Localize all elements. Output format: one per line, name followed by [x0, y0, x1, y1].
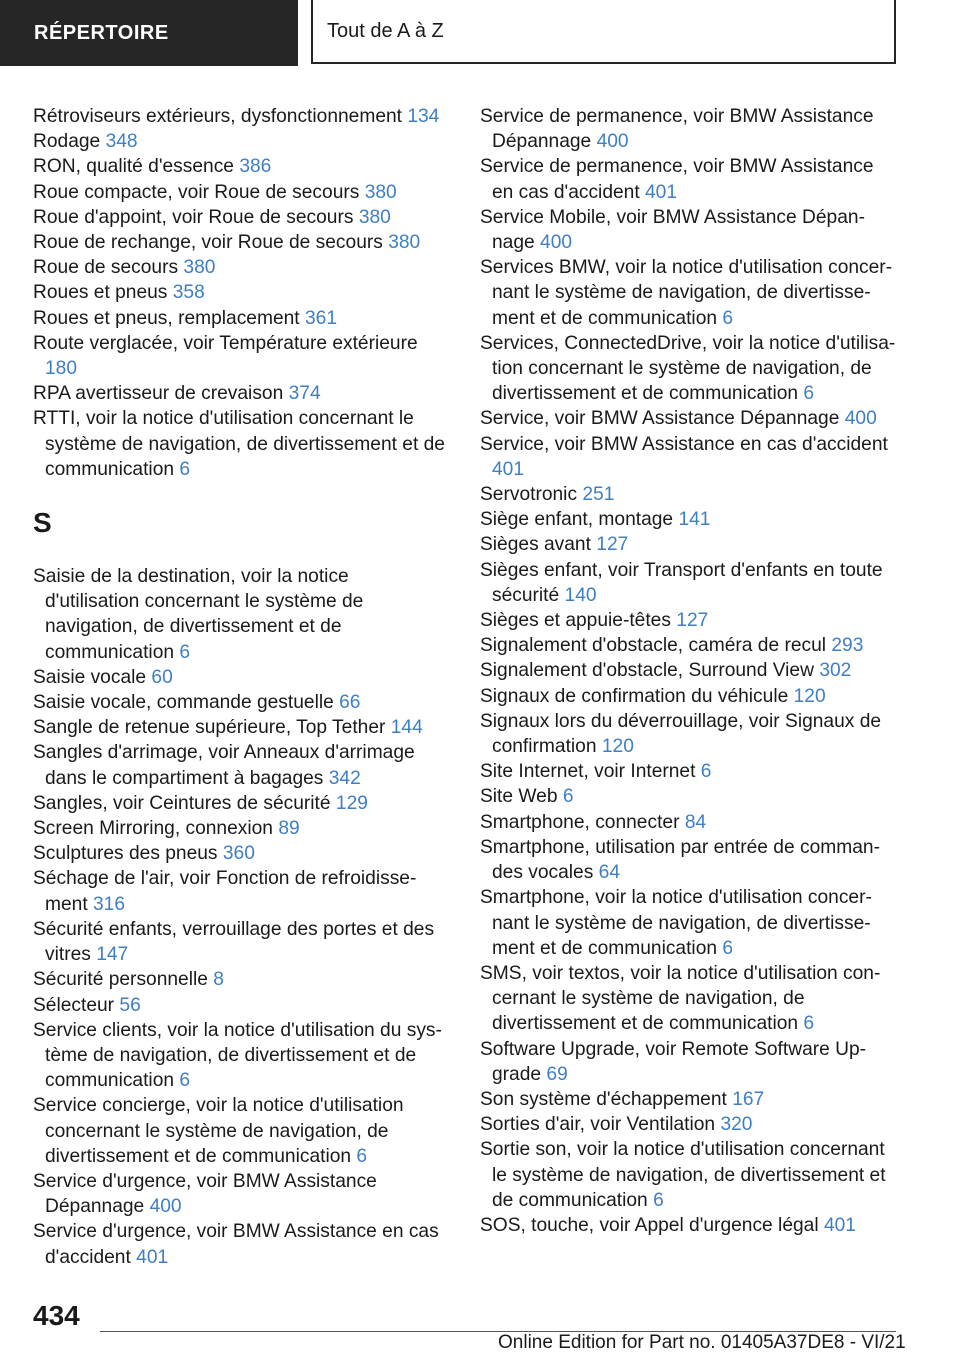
entry-text: Site Web [480, 786, 558, 808]
index-entry [33, 129, 445, 154]
index-entry [480, 432, 896, 482]
entry-text: SOS, touche, voir Appel d'urgence légal [480, 1214, 819, 1236]
index-entry [480, 154, 896, 204]
entry-text: Smartphone, voir la notice d'utilisation concernant le système de navigation, de divertissement et de communication [480, 887, 872, 959]
chapter-tab[interactable] [311, 0, 896, 64]
entry-text: Service Mobile, voir BMW Assistance Dépannage [480, 206, 865, 254]
entry-text: Services, ConnectedDrive, voir la notice d'utilisation concernant le système de navigation, de divertissement et de communication [480, 332, 896, 405]
entry-page-link[interactable]: 120 [793, 685, 826, 707]
index-entry [33, 690, 445, 715]
entry-text: RPA avertisseur de crevaison [33, 383, 284, 405]
index-entry [480, 255, 896, 331]
entry-page-link[interactable]: 401 [492, 458, 525, 480]
entry-page-link[interactable]: 6 [722, 307, 734, 329]
index-entry [33, 740, 445, 790]
entry-page-link[interactable]: 147 [96, 944, 129, 966]
index-entry [480, 1213, 896, 1238]
index-entry [480, 406, 896, 431]
entry-text: Roue d'appoint, voir Roue de secours [33, 206, 354, 228]
index-entry [480, 1137, 896, 1213]
entry-text: Sécurité enfants, verrouillage des portes et des vitres [33, 918, 435, 966]
index-entry [480, 331, 896, 407]
entry-page-link[interactable]: 6 [653, 1189, 664, 1211]
entry-text: Rodage [33, 131, 101, 153]
index-entries-s [33, 564, 445, 1270]
entry-text: Séchage de l'air, voir Fonction de refroidissement [33, 868, 417, 915]
entry-page-link[interactable]: 60 [151, 666, 173, 688]
entry-text: Siège enfant, montage [480, 509, 674, 531]
entry-text: Sangle de retenue supérieure, Top Tether [33, 717, 386, 739]
index-entry [480, 608, 896, 633]
entry-text: Sangles d'arrimage, voir Anneaux d'arrimage dans le compartiment à bagages [33, 742, 415, 789]
entry-text: Signaux lors du déverrouillage, voir Signaux de confirmation [480, 710, 882, 758]
entry-text: Service d'urgence, voir BMW Assistance Dépannage [33, 1170, 377, 1218]
entry-page-link[interactable]: 127 [596, 534, 629, 556]
entry-text: Site Internet, voir Internet [480, 761, 696, 783]
page-number: 434 [33, 1300, 80, 1331]
entry-page-link[interactable]: 358 [172, 282, 205, 304]
entry-text: Saisie vocale [33, 666, 147, 688]
index-entry [33, 816, 445, 841]
index-entry [480, 532, 896, 557]
entry-text: Route verglacée, voir Température extérieure [33, 332, 418, 354]
entry-page-link[interactable]: 66 [339, 692, 361, 714]
entry-page-link[interactable]: 360 [222, 843, 255, 865]
entry-text: Screen Mirroring, connexion [33, 818, 273, 840]
entry-text: Servotronic [480, 484, 578, 506]
index-entry [33, 255, 445, 280]
page-header [0, 0, 960, 66]
entry-text: SMS, voir textos, voir la notice d'utilisation concernant le système de navigation, de divertissement et de communication [480, 962, 881, 1035]
entry-text: Saisie de la destination, voir la notice d'utilisation concernant le système de navigation, de divertissement et de communication [33, 566, 364, 663]
entry-page-link[interactable]: 6 [562, 786, 574, 808]
index-entry [33, 306, 445, 331]
entry-page-link[interactable]: 69 [546, 1063, 568, 1085]
entry-page-link[interactable]: 6 [722, 937, 734, 959]
index-entry [33, 917, 445, 967]
index-entry [33, 791, 445, 816]
entry-text: Service d'urgence, voir BMW Assistance en cas d'accident [33, 1221, 439, 1268]
entry-text: RON, qualité d'essence [33, 156, 234, 178]
index-entry [33, 205, 445, 230]
index-entry [33, 866, 445, 916]
entry-page-link[interactable]: 134 [407, 106, 440, 127]
entry-page-link[interactable]: 64 [598, 862, 621, 884]
entry-text: Sculptures des pneus [33, 843, 218, 865]
entry-page-link[interactable]: 144 [390, 717, 423, 739]
entry-page-link[interactable]: 400 [540, 232, 573, 254]
entry-text: Services BMW, voir la notice d'utilisation concernant le système de navigation, de divertissement et de communication [480, 257, 893, 329]
entry-text: Smartphone, connecter [480, 811, 680, 833]
entry-page-link[interactable]: 167 [732, 1088, 765, 1110]
entry-text: Smartphone, utilisation par entrée de commandes vocales [480, 836, 880, 884]
index-entry [33, 180, 445, 205]
entry-text: Roue de secours [33, 257, 179, 279]
entry-text: Roues et pneus [33, 282, 168, 304]
index-entry [33, 1219, 445, 1269]
index-entry [33, 967, 445, 992]
entry-page-link[interactable]: 342 [328, 767, 361, 789]
entry-page-link[interactable]: 380 [183, 257, 216, 279]
entry-page-link[interactable]: 251 [582, 484, 615, 506]
entry-page-link[interactable]: 180 [45, 358, 78, 380]
entry-text: Son système d'échappement [480, 1088, 727, 1110]
entry-text: Rétroviseurs extérieurs, dysfonctionnement [33, 106, 402, 127]
entry-page-link[interactable]: 316 [93, 893, 126, 915]
index-entry [480, 104, 896, 154]
index-entry [33, 1018, 445, 1094]
entry-text: Sièges et appuie-têtes [480, 610, 671, 632]
entry-page-link[interactable]: 56 [119, 994, 141, 1016]
entry-page-link[interactable]: 401 [823, 1214, 856, 1236]
entry-page-link[interactable]: 84 [684, 811, 707, 833]
index-entry [480, 507, 896, 532]
chapter-title: Tout de A à Z [327, 19, 444, 42]
index-entry [480, 205, 896, 255]
edition-text: Online Edition for Part no. 01405A37DE8 - VI/21 [498, 1332, 906, 1353]
index-entry [33, 406, 445, 482]
index-entry [480, 759, 896, 784]
index-entry [480, 558, 896, 608]
entry-text: Sélecteur [33, 994, 115, 1016]
entry-page-link[interactable]: 140 [564, 584, 597, 606]
entry-text: Service, voir BMW Assistance Dépannage [480, 408, 840, 430]
index-column-right [480, 104, 896, 1238]
entry-page-link[interactable]: 401 [645, 181, 678, 203]
index-entry [33, 564, 445, 665]
index-entry [480, 885, 896, 961]
entry-page-link[interactable]: 400 [844, 408, 877, 430]
entry-page-link[interactable]: 89 [278, 818, 300, 840]
entry-page-link[interactable]: 6 [700, 761, 712, 783]
entry-page-link[interactable]: 8 [213, 969, 224, 991]
entry-page-link[interactable]: 320 [720, 1114, 753, 1136]
entry-page-link[interactable]: 129 [335, 792, 368, 814]
index-entry [480, 633, 896, 658]
index-letter-heading: S [33, 507, 52, 539]
entry-text: Software Upgrade, voir Remote Software Upgrade [480, 1038, 867, 1085]
index-entry [33, 993, 445, 1018]
index-entry [480, 482, 896, 507]
index-entry [33, 280, 445, 305]
entry-page-link[interactable]: 6 [803, 1013, 815, 1035]
index-entry [480, 961, 896, 1037]
index-entry [33, 1169, 445, 1219]
entry-text: Service de permanence, voir BMW Assistance Dépannage [480, 106, 874, 153]
section-label: RÉPERTOIRE [34, 21, 169, 44]
index-entry [480, 835, 896, 885]
entry-page-link[interactable]: 380 [364, 181, 397, 203]
index-entry [33, 1093, 445, 1169]
entry-page-link[interactable]: 6 [803, 383, 815, 405]
entry-page-link[interactable]: 380 [358, 206, 391, 228]
entry-page-link[interactable]: 401 [136, 1246, 169, 1268]
entry-text: RTTI, voir la notice d'utilisation concernant le système de navigation, de divertissement et de communication [33, 408, 445, 480]
index-entry [480, 1087, 896, 1112]
entry-text: Sangles, voir Ceintures de sécurité [33, 792, 331, 814]
index-column-left [33, 104, 445, 1270]
section-tab[interactable] [0, 0, 298, 66]
index-entry [480, 658, 896, 683]
index-entry [33, 104, 445, 129]
entry-text: Sièges enfant, voir Transport d'enfants en toute sécurité [480, 559, 883, 606]
index-entry [33, 154, 445, 179]
entry-text: Roue de rechange, voir Roue de secours [33, 232, 383, 254]
entry-page-link[interactable]: 6 [179, 1070, 191, 1092]
entry-page-link[interactable]: 302 [819, 660, 852, 682]
entry-text: Signalement d'obstacle, Surround View [480, 660, 814, 682]
index-entries-r [33, 104, 445, 482]
footer-edition [498, 1332, 906, 1354]
entry-page-link[interactable]: 374 [288, 383, 321, 405]
entry-text: Service, voir BMW Assistance en cas d'accident [480, 433, 888, 455]
entry-text: Roues et pneus, remplacement [33, 307, 300, 329]
entry-text: Service clients, voir la notice d'utilisation du système de navigation, de divertissement et de communication [33, 1019, 442, 1092]
entry-page-link[interactable]: 6 [356, 1145, 368, 1167]
entry-page-link[interactable]: 6 [179, 458, 191, 480]
index-entry [480, 684, 896, 709]
entry-page-link[interactable]: 141 [678, 509, 711, 531]
index-entry [33, 715, 445, 740]
index-entry [33, 331, 445, 381]
entry-page-link[interactable]: 386 [239, 156, 272, 178]
entry-page-link[interactable]: 400 [596, 131, 629, 153]
index-entry [480, 1112, 896, 1137]
entry-page-link[interactable]: 127 [676, 610, 709, 632]
entry-text: Sorties d'air, voir Ventilation [480, 1114, 716, 1136]
entry-text: Roue compacte, voir Roue de secours [33, 181, 360, 203]
entry-text: Signalement d'obstacle, caméra de recul [480, 635, 827, 657]
index-entry [33, 381, 445, 406]
entry-text: Sortie son, voir la notice d'utilisation concernant le système de navigation, de divertissement et de communication [480, 1139, 886, 1211]
entry-text: Service concierge, voir la notice d'utilisation concernant le système de navigation, de divertissement et de communication [33, 1095, 404, 1167]
index-entry [480, 1037, 896, 1087]
index-entry [33, 665, 445, 690]
index-entry [480, 709, 896, 759]
index-entry [480, 784, 896, 809]
entry-text: Sécurité personnelle [33, 969, 208, 991]
entry-page-link[interactable]: 120 [601, 736, 634, 758]
entry-page-link[interactable]: 6 [179, 641, 191, 663]
index-entry [33, 841, 445, 866]
entry-text: Sièges avant [480, 534, 591, 556]
entry-page-link[interactable]: 293 [831, 635, 864, 657]
entry-page-link[interactable]: 348 [105, 131, 138, 153]
entry-page-link[interactable]: 380 [388, 232, 421, 254]
entry-text: Service de permanence, voir BMW Assistance en cas d'accident [480, 156, 874, 203]
index-entry [480, 810, 896, 835]
entry-text: Saisie vocale, commande gestuelle [33, 692, 334, 714]
index-entries-s-continued [480, 104, 896, 1238]
entry-text: Signaux de confirmation du véhicule [480, 685, 789, 707]
entry-page-link[interactable]: 361 [304, 307, 337, 329]
entry-page-link[interactable]: 400 [149, 1196, 182, 1218]
index-entry [33, 230, 445, 255]
